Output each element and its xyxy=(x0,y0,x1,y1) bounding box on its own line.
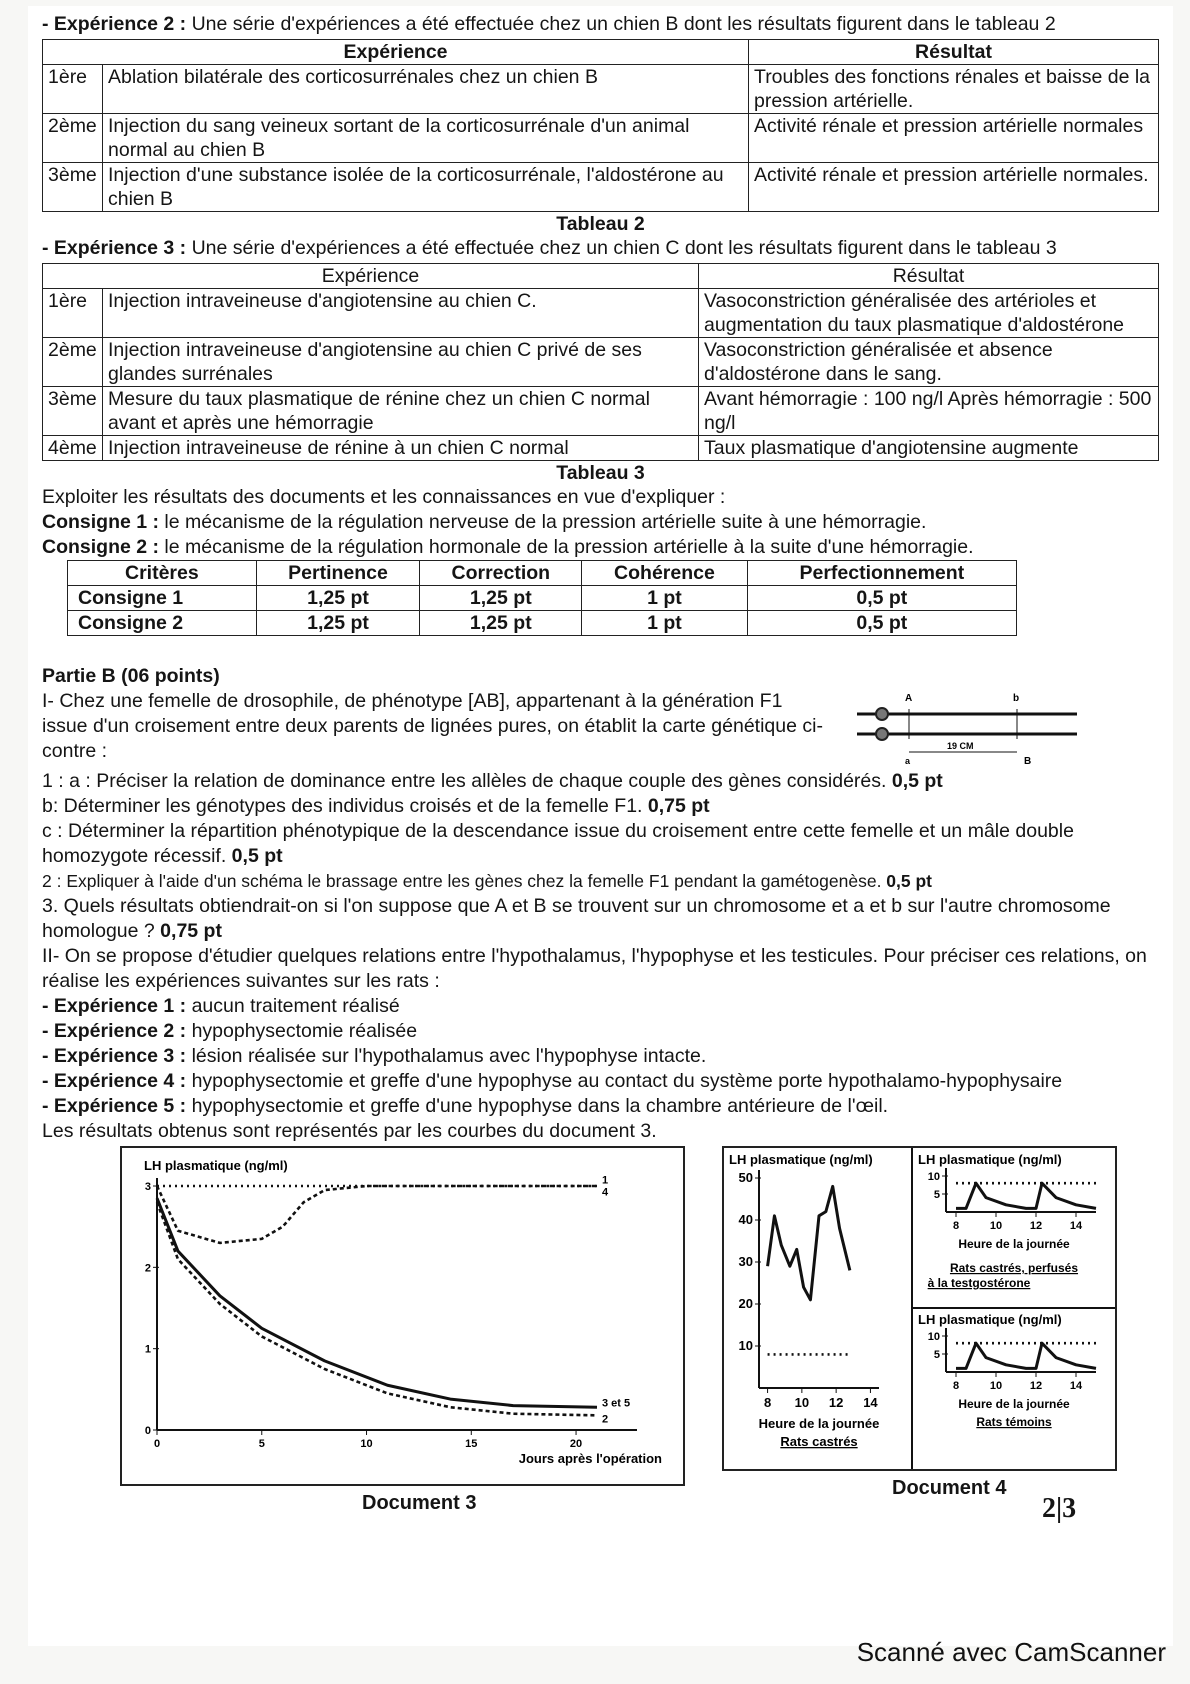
table-row xyxy=(43,289,1159,338)
table-row xyxy=(43,65,1159,114)
series-line-4 xyxy=(157,1186,597,1243)
experience-cell: Mesure du taux plasmatique de rénine chez un chien C normal avant et après une hémorragie xyxy=(103,387,699,436)
map-distance: 19 CM xyxy=(947,741,974,751)
x-tick-label: 8 xyxy=(763,1395,772,1410)
x-tick-label: 8 xyxy=(952,1380,960,1392)
x-tick-label: 10 xyxy=(989,1220,1003,1232)
table-row xyxy=(43,338,1159,387)
part-ii-intro: II- On se propose d'étudier quelques relations entre l'hypothalamus, l'hypophyse et les testicules. Pour préciser ces relations, on réalise les expériences suivantes sur les rats : xyxy=(42,945,1147,992)
experience-cell: Ablation bilatérale des corticosurrénales chez un chien B xyxy=(103,65,749,114)
grading-cell: 1,25 pt xyxy=(420,611,582,636)
part-b-intro: I- Chez une femelle de drosophile, de phénotype [AB], appartenant à la génération F1 issue d'un croisement entre deux parents de lignées pures, on établit la carte génétique ci-contre : xyxy=(42,690,823,762)
x-tick-label: 14 xyxy=(1069,1380,1083,1392)
result-cell: Activité rénale et pression artérielle normales. xyxy=(749,163,1159,212)
y-tick-label: 30 xyxy=(738,1254,753,1269)
grading-cell: 0,5 pt xyxy=(747,611,1016,636)
y-axis-label: LH plasmatique (ng/ml) xyxy=(144,1158,288,1173)
row-number: 2ème xyxy=(43,338,103,387)
experience-cell: Injection intraveineuse d'angiotensine au chien C. xyxy=(103,289,699,338)
experience-item: - Expérience 2 : hypophysectomie réalisée xyxy=(42,1020,418,1042)
x-tick-label: 12 xyxy=(828,1395,844,1410)
series-line-castrés xyxy=(768,1186,850,1299)
x-tick-label: 10 xyxy=(794,1395,810,1410)
document-page xyxy=(28,6,1173,1646)
experience-item: - Expérience 5 : hypophysectomie et greffe d'une hypophyse dans la chambre antérieure de l'œil. xyxy=(42,1095,889,1117)
series-line-2 xyxy=(157,1202,597,1415)
q1b: b: Déterminer les génotypes des individus croisés et de la femelle F1. 0,75 pt xyxy=(42,795,710,817)
y-tick-label: 5 xyxy=(933,1349,940,1361)
curve-label: 3 et 5 xyxy=(602,1397,631,1410)
consigne-2: Consigne 2 : le mécanisme de la régulation hormonale de la pression artérielle à la suite d'une hémorragie. xyxy=(42,536,974,558)
table-row xyxy=(43,387,1159,436)
y-tick-label: 20 xyxy=(738,1296,753,1311)
y-tick-label: 2 xyxy=(144,1262,151,1275)
partie-b-title: Partie B (06 points) xyxy=(42,665,220,687)
grading-cell: 0,5 pt xyxy=(747,586,1016,611)
y-tick-label: 50 xyxy=(738,1170,753,1185)
table-2 xyxy=(42,39,1159,212)
grading-cell: 1,25 pt xyxy=(256,586,420,611)
grading-cell: 1 pt xyxy=(582,611,747,636)
x-tick-label: 0 xyxy=(153,1438,161,1450)
grading-header: Critères xyxy=(68,561,257,586)
series-line-perfusés xyxy=(956,1183,1096,1208)
curve-label: 4 xyxy=(602,1186,609,1199)
row-number: 2ème xyxy=(43,114,103,163)
grading-cell: Consigne 2 xyxy=(68,611,257,636)
y-tick-label: 10 xyxy=(927,1331,940,1343)
grading-cell: 1,25 pt xyxy=(420,586,582,611)
experience-cell: Injection intraveineuse d'angiotensine au chien C privé de ses glandes surrénales xyxy=(103,338,699,387)
document-4-charts xyxy=(722,1146,1117,1471)
row-number: 3ème xyxy=(43,387,103,436)
result-cell: Avant hémorragie : 100 ng/l Après hémorragie : 500 ng/l xyxy=(699,387,1159,436)
centromere-icon xyxy=(876,708,888,720)
y-tick-label: 10 xyxy=(927,1171,940,1183)
page-number: 2|3 xyxy=(1042,1493,1077,1524)
genetic-map xyxy=(852,689,1082,769)
map-label: a xyxy=(905,756,911,766)
exp3-intro: - Expérience 3 : Une série d'expériences a été effectuée chez un chien C dont les résultats figurent dans le tableau 3 xyxy=(42,237,1057,259)
y-axis-label: LH plasmatique (ng/ml) xyxy=(918,1152,1062,1167)
row-number: 1ère xyxy=(43,289,103,338)
result-cell: Taux plasmatique d'angiotensine augmente xyxy=(699,436,1159,461)
centromere-icon xyxy=(876,728,888,740)
x-tick-label: 12 xyxy=(1029,1220,1043,1232)
x-tick-label: 14 xyxy=(1069,1220,1083,1232)
map-label: b xyxy=(1013,693,1020,704)
document-3-label: Document 3 xyxy=(362,1492,477,1514)
instructions-intro: Exploiter les résultats des documents et les connaissances en vue d'expliquer : xyxy=(42,486,726,508)
y-axis-label: LH plasmatique (ng/ml) xyxy=(918,1312,1062,1327)
x-tick-label: 10 xyxy=(989,1380,1003,1392)
grading-row xyxy=(68,611,1017,636)
q1a: 1 : a : Préciser la relation de dominance entre les allèles de chaque couple des gènes considérés. 0,5 pt xyxy=(42,770,943,792)
experience-cell: Injection du sang veineux sortant de la corticosurrénale d'un animal normal au chien B xyxy=(103,114,749,163)
table-row xyxy=(43,163,1159,212)
q2: 2 : Expliquer à l'aide d'un schéma le brassage entre les gènes chez la femelle F1 pendant la gamétogenèse. 0,5 pt xyxy=(42,871,933,891)
col-header: Expérience xyxy=(43,264,699,289)
table-3-caption: Tableau 3 xyxy=(556,462,645,484)
grading-cell: 1 pt xyxy=(582,586,747,611)
experience-item: - Expérience 3 : lésion réalisée sur l'hypothalamus avec l'hypophyse intacte. xyxy=(42,1045,707,1067)
row-number: 1ère xyxy=(43,65,103,114)
result-cell: Activité rénale et pression artérielle normales xyxy=(749,114,1159,163)
grading-table xyxy=(67,560,1017,636)
x-tick-label: 10 xyxy=(360,1438,373,1450)
x-axis-label: Heure de la journée xyxy=(958,1237,1070,1251)
x-axis-label: Heure de la journée xyxy=(958,1397,1070,1411)
grading-header: Correction xyxy=(420,561,582,586)
series-line-témoins xyxy=(956,1343,1096,1368)
result-cell: Vasoconstriction généralisée et absence d'aldostérone dans le sang. xyxy=(699,338,1159,387)
chart-caption: Rats castrés xyxy=(780,1434,858,1449)
curve-label: 2 xyxy=(602,1413,609,1426)
map-label: B xyxy=(1024,756,1032,767)
experience-cell: Injection intraveineuse de rénine à un chien C normal xyxy=(103,436,699,461)
curve-label: 1 xyxy=(602,1174,609,1187)
grading-header: Perfectionnement xyxy=(747,561,1016,586)
grading-cell: Consigne 1 xyxy=(68,586,257,611)
table-row xyxy=(43,114,1159,163)
x-tick-label: 15 xyxy=(465,1438,478,1450)
document-4-label: Document 4 xyxy=(892,1477,1007,1499)
chart-caption: à la testgostérone xyxy=(927,1276,1031,1290)
q3: 3. Quels résultats obtiendrait-on si l'on suppose que A et B se trouvent sur un chromosome et a et b sur l'autre chromosome homologue ? 0,75 pt xyxy=(42,895,1111,942)
experience-item: - Expérience 1 : aucun traitement réalisé xyxy=(42,995,400,1017)
row-number: 3ème xyxy=(43,163,103,212)
table-row xyxy=(43,436,1159,461)
table-2-caption: Tableau 2 xyxy=(556,213,645,235)
y-tick-label: 10 xyxy=(738,1338,753,1353)
x-axis-label: Heure de la journée xyxy=(758,1416,880,1431)
result-cell: Vasoconstriction généralisée des artérioles et augmentation du taux plasmatique d'aldostérone xyxy=(699,289,1159,338)
exp2-intro: - Expérience 2 : Une série d'expériences a été effectuée chez un chien B dont les résultats figurent dans le tableau 2 xyxy=(42,13,1056,35)
y-tick-label: 3 xyxy=(144,1181,151,1193)
x-tick-label: 8 xyxy=(952,1220,960,1232)
row-number: 4ème xyxy=(43,436,103,461)
experience-cell: Injection d'une substance isolée de la corticosurrénale, l'aldostérone au chien B xyxy=(103,163,749,212)
x-tick-label: 5 xyxy=(258,1438,265,1450)
x-tick-label: 20 xyxy=(569,1438,583,1450)
results-text: Les résultats obtenus sont représentés par les courbes du document 3. xyxy=(42,1120,657,1142)
map-label: A xyxy=(905,693,913,704)
y-tick-label: 5 xyxy=(933,1189,940,1201)
x-axis-label: Jours après l'opération xyxy=(518,1451,662,1466)
col-header: Résultat xyxy=(699,264,1159,289)
chart-caption: Rats castrés, perfusés xyxy=(949,1261,1079,1275)
grading-header: Pertinence xyxy=(256,561,420,586)
result-cell: Troubles des fonctions rénales et baisse de la pression artérielle. xyxy=(749,65,1159,114)
experience-item: - Expérience 4 : hypophysectomie et greffe d'une hypophyse au contact du système porte hypothalamo-hypophysaire xyxy=(42,1070,1063,1092)
chart-caption: Rats témoins xyxy=(976,1415,1052,1429)
y-tick-label: 1 xyxy=(144,1343,151,1356)
grading-cell: 1,25 pt xyxy=(256,611,420,636)
x-tick-label: 12 xyxy=(1029,1380,1043,1392)
col-header: Expérience xyxy=(43,40,749,65)
camscanner-footer: Scanné avec CamScanner xyxy=(856,1637,1166,1667)
series-line-3-et-5 xyxy=(157,1198,597,1407)
table-3 xyxy=(42,263,1159,461)
y-tick-label: 40 xyxy=(738,1212,753,1227)
q1c: c : Déterminer la répartition phénotypique de la descendance issue du croisement entre cette femelle et un mâle double homozygote récessif. 0,5 pt xyxy=(42,820,1074,867)
y-axis-label: LH plasmatique (ng/ml) xyxy=(729,1152,873,1167)
document-3-chart xyxy=(120,1146,685,1486)
x-tick-label: 14 xyxy=(863,1395,878,1410)
grading-header: Cohérence xyxy=(582,561,747,586)
col-header: Résultat xyxy=(749,40,1159,65)
consigne-1: Consigne 1 : le mécanisme de la régulation nerveuse de la pression artérielle suite à une hémorragie. xyxy=(42,511,927,533)
grading-row xyxy=(68,586,1017,611)
y-tick-label: 0 xyxy=(144,1425,151,1437)
